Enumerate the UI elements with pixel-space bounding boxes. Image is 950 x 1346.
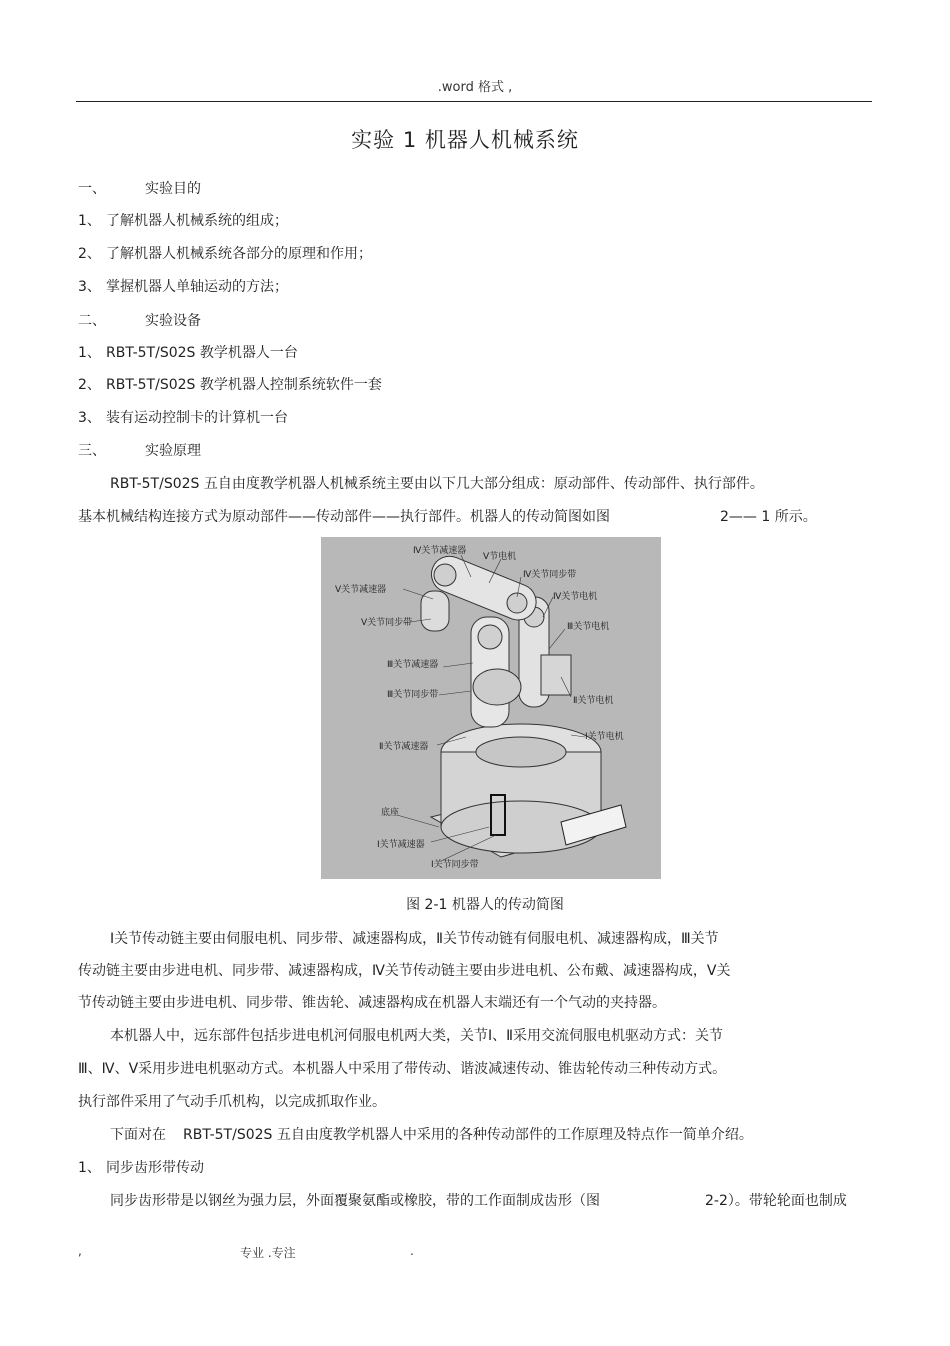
list-item: RBT-5T/S02S 教学机器人控制系统软件一套 — [106, 377, 382, 393]
list-item: 了解机器人机械系统各部分的原理和作用； — [106, 246, 372, 262]
figure-label: Ⅱ关节电机 — [573, 696, 614, 706]
section-heading-purpose: 实验目的 — [145, 181, 201, 197]
list-item-number: 1、 — [78, 1160, 101, 1176]
list-item: 了解机器人机械系统的组成； — [106, 213, 288, 229]
paragraph-line: Ⅲ、Ⅳ、Ⅴ采用步进电机驱动方式。本机器人中采用了带传动、谐波减速传动、锥齿轮传动三种传动方式。 — [78, 1061, 727, 1077]
figure-caption: 图 2-1 机器人的传动简图 — [406, 897, 564, 913]
robot-transmission-figure — [321, 537, 661, 879]
figure-label: Ⅰ关节减速器 — [377, 840, 425, 850]
figure-label: 底座 — [381, 808, 400, 818]
page-header: .word 格式 , — [437, 80, 513, 95]
paragraph-line: RBT-5T/S02S 五自由度教学机器人机械系统主要由以下几大部分组成：原动部件、传动部件、执行部件。 — [110, 476, 764, 492]
paragraph-line: 节传动链主要由步进电机、同步带、锥齿轮、减速器构成在机器人末端还有一个气动的夹持器。 — [78, 995, 666, 1011]
figure-label: Ⅴ关节减速器 — [335, 585, 387, 595]
paragraph-line: 2-2）。带轮轮面也制成 — [705, 1193, 847, 1209]
section-number: 三、 — [78, 443, 106, 459]
list-item-number: 3、 — [78, 410, 101, 426]
list-item: RBT-5T/S02S 教学机器人一台 — [106, 345, 298, 361]
paragraph-line: 基本机械结构连接方式为原动部件——传动部件——执行部件。机器人的传动简图如图 — [78, 509, 610, 525]
document-title: 实验 1 机器人机械系统 — [351, 128, 579, 152]
header-divider — [76, 101, 872, 102]
section-heading-principle: 实验原理 — [145, 443, 201, 459]
paragraph-line: RBT-5T/S02S 五自由度教学机器人中采用的各种传动部件的工作原理及特点作一简单介绍。 — [183, 1127, 753, 1143]
figure-label: Ⅳ关节同步带 — [523, 570, 577, 580]
figure-label: Ⅰ关节同步带 — [431, 860, 479, 870]
paragraph-line: 传动链主要由步进电机、同步带、减速器构成，Ⅳ关节传动链主要由步进电机、公布戴、减速器构成，Ⅴ关 — [78, 963, 731, 979]
figure-label: Ⅳ关节减速器 — [413, 546, 467, 556]
footer-left: , — [78, 1244, 82, 1258]
robot-diagram — [321, 537, 661, 879]
section-heading-equipment: 实验设备 — [145, 313, 201, 329]
list-item-number: 2、 — [78, 246, 101, 262]
figure-label: Ⅲ关节同步带 — [387, 690, 439, 700]
list-item-number: 3、 — [78, 279, 101, 295]
list-item-number: 2、 — [78, 377, 101, 393]
figure-label: Ⅳ关节电机 — [553, 592, 598, 602]
figure-label: Ⅱ关节减速器 — [379, 742, 429, 752]
paragraph-line: 下面对在 — [110, 1127, 166, 1143]
figure-label: Ⅲ关节电机 — [567, 622, 610, 632]
figure-reference: 2—— 1 所示。 — [720, 509, 817, 525]
figure-label: Ⅰ关节电机 — [585, 732, 624, 742]
list-item: 掌握机器人单轴运动的方法； — [106, 279, 288, 295]
paragraph-line: Ⅰ关节传动链主要由伺服电机、同步带、减速器构成，Ⅱ关节传动链有伺服电机、减速器构成，Ⅲ关节 — [110, 931, 719, 947]
paragraph-line: 执行部件采用了气动手爪机构，以完成抓取作业。 — [78, 1094, 386, 1110]
figure-label: Ⅴ关节同步带 — [361, 618, 413, 628]
section-number: 一、 — [78, 181, 106, 197]
section-number: 二、 — [78, 313, 106, 329]
list-item-number: 1、 — [78, 213, 101, 229]
list-item-number: 1、 — [78, 345, 101, 361]
figure-label: Ⅴ节电机 — [483, 552, 517, 562]
paragraph-line: 本机器人中，远东部件包括步进电机河伺服电机两大类，关节Ⅰ、Ⅱ采用交流伺服电机驱动方式：关节 — [110, 1028, 724, 1044]
figure-label: Ⅲ关节减速器 — [387, 660, 439, 670]
footer-right: . — [410, 1244, 414, 1258]
subsection-heading: 同步齿形带传动 — [106, 1160, 204, 1176]
paragraph-line: 同步齿形带是以钢丝为强力层，外面覆聚氨酯或橡胶，带的工作面制成齿形（图 — [110, 1193, 600, 1209]
footer-center: 专业 .专注 — [240, 1246, 296, 1260]
list-item: 装有运动控制卡的计算机一台 — [106, 410, 288, 426]
